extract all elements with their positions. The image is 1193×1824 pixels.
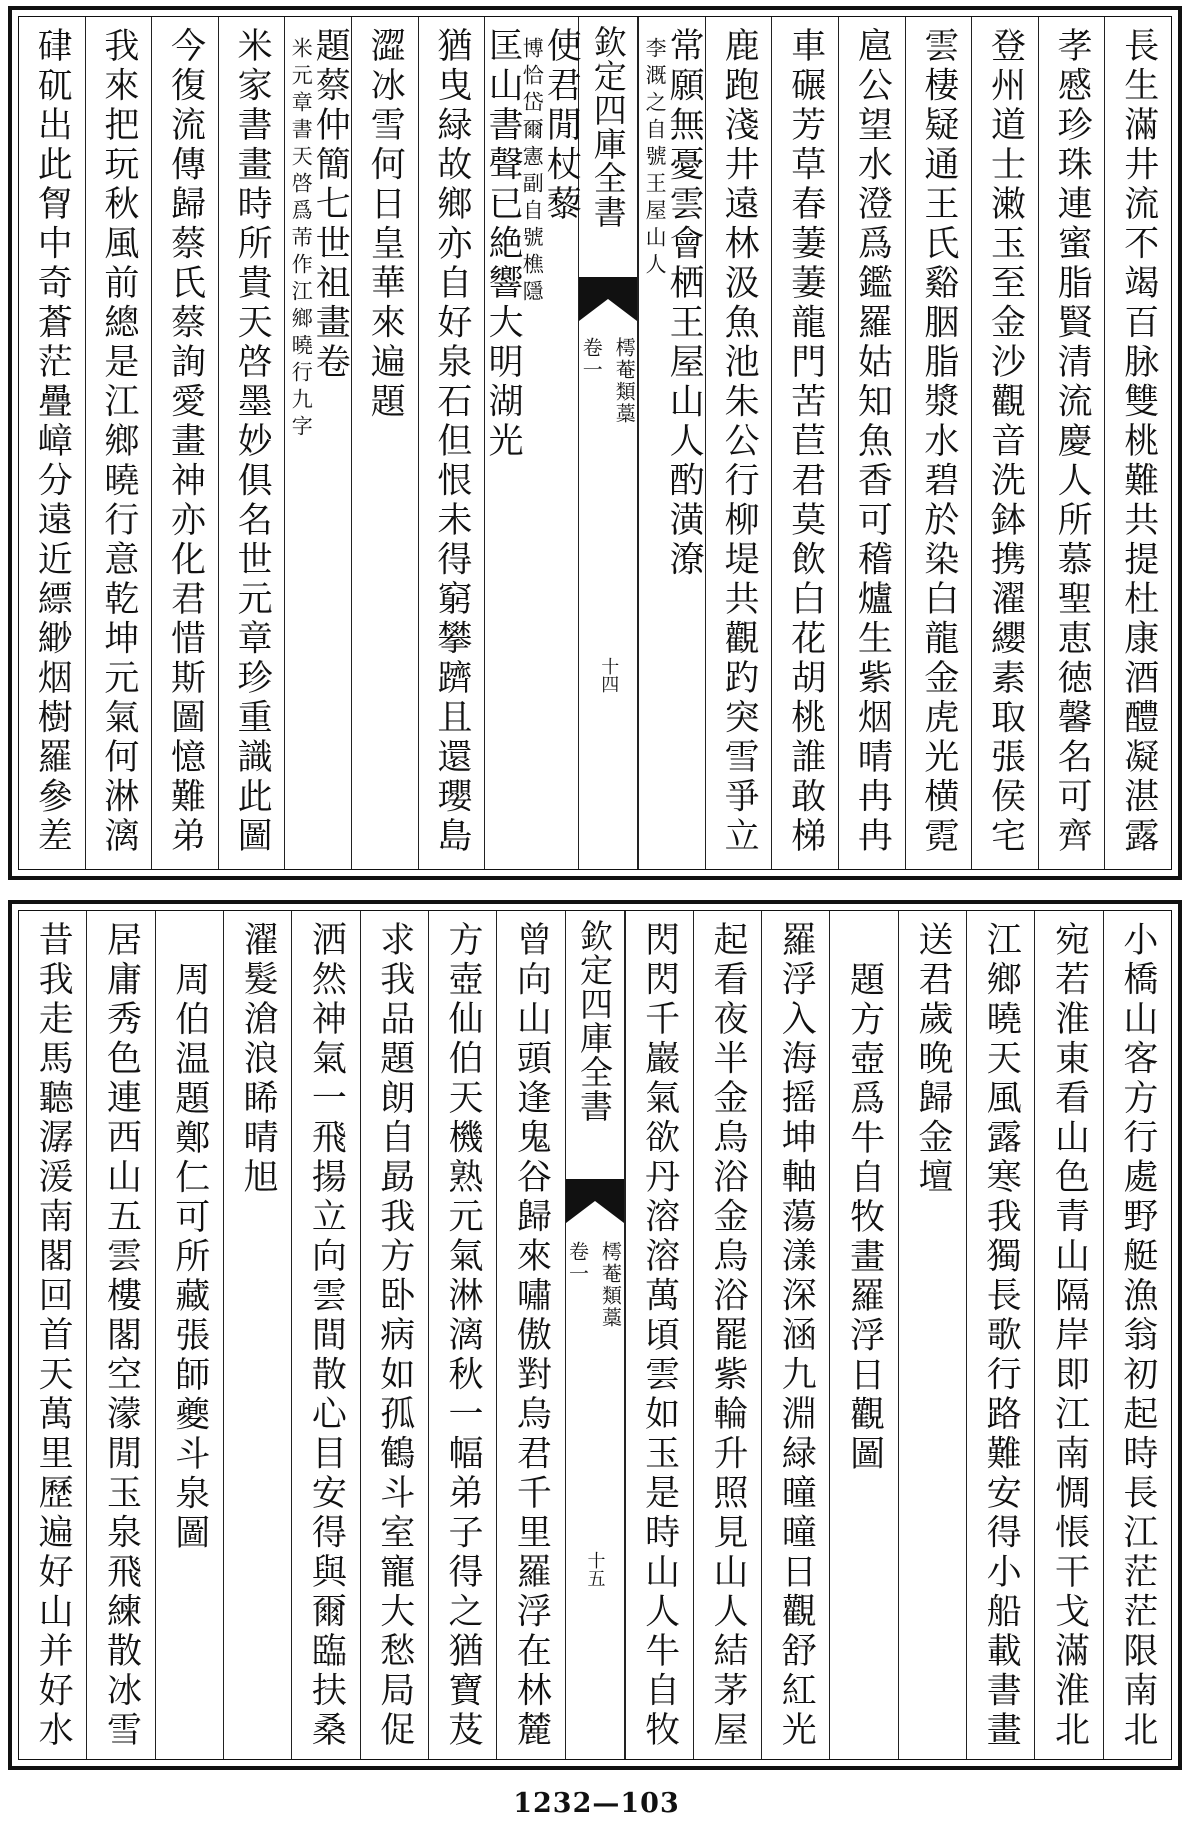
volume-label: 卷一 (579, 337, 604, 381)
page-frame (18, 910, 1172, 1760)
annotation-note: 博恰岱爾憲副自號樵隱 (520, 37, 545, 307)
collection-title: 樗菴類藁 (598, 1241, 623, 1329)
text-column: 小橋山客方行處野艇漁翁初起時長江茫茫限南北 (1103, 911, 1171, 1759)
text-column-with-note: 常願無憂雲會栖王屋山人酌潢潦 李溉之自號王屋山人 (638, 17, 705, 869)
text-column: 雲棲疑通王氏谿胭脂漿水碧於染白龍金虎光横霓 (905, 17, 972, 869)
text-column: 澀冰雪何日皇華來遍題 (351, 17, 418, 869)
volume-label: 卷一 (565, 1241, 590, 1285)
text-column: 猶曳緑故鄉亦自好泉石但恨未得窮攀躋且還瓔島 (418, 17, 485, 869)
text-column: 方壺仙伯天機熟元氣淋漓秋一幅弟子得之猶寶芨 (428, 911, 496, 1759)
page-number: 十五 (584, 1551, 606, 1587)
text-column: 硉矹出此胷中奇蒼茫疊嶂分遠近縹緲烟樹羅參差 (32, 27, 73, 857)
text-column: 求我品題朗自勗我方卧病如孤鶴斗室寵大愁局促 (360, 911, 428, 1759)
text-column: 送君歲晚歸金壇 (898, 911, 966, 1759)
text-column: 江鄉曉天風露寒我獨長歌行路難安得小船載書畫 (966, 911, 1034, 1759)
annotation-note: 米元章書天啓爲芾作江鄉曉行九字 (289, 37, 314, 442)
poem-title-column (829, 911, 897, 1759)
poem-title: 周伯温題鄭仁可所藏張師夔斗泉圖 (169, 961, 210, 1554)
text-column: 我來把玩秋風前總是江鄉曉行意乾坤元氣何淋漓 (85, 17, 152, 869)
footer-page-code: 1232—103 (513, 1788, 680, 1819)
text-column: 扈公望水澄爲鑑羅姑知魚香可稽爐生紫烟晴冉冉 (838, 17, 905, 869)
text-column: 曾向山頭逢鬼谷歸來嘯傲對烏君千里羅浮在林麓 (496, 911, 564, 1759)
text-column: 居庸秀色連西山五雲樓閣空濛閒玉泉飛練散冰雪 (86, 911, 154, 1759)
poem-title-column (284, 17, 351, 869)
text-column: 濯髮滄浪睎晴旭 (223, 911, 291, 1759)
text-column: 起看夜半金烏浴金烏浴罷紫輪升照見山人結茅屋 (693, 911, 761, 1759)
fish-tail-mark-icon (566, 1179, 624, 1223)
text-column: 登州道士潄玉至金沙觀音洗鉢携濯纓素取張侯宅 (971, 17, 1038, 869)
book-page-top (8, 6, 1182, 880)
text-column: 洒然神氣一飛揚立向雲間散心目安得與爾臨扶桑 (291, 911, 359, 1759)
book-page-bottom (8, 900, 1182, 1770)
book-title: 欽定四庫全書 (575, 919, 614, 1123)
center-fold-header (565, 911, 625, 1759)
text-column: 昔我走馬聽潺湲南閣回首天萬里歷遍好山并好水 (33, 921, 74, 1751)
poem-title: 題方壺爲牛自牧畫羅浮日觀圖 (844, 961, 885, 1475)
text-column: 鹿跑淺井遠林汲魚池朱公行柳堤共觀趵突雪爭立 (705, 17, 772, 869)
poem-title: 題蔡仲簡七世祖畫卷 (310, 27, 351, 383)
fish-tail-mark-icon (579, 277, 637, 321)
text-column: 長生滿井流不竭百脉雙桃難共提杜康酒醴凝湛露 (1104, 17, 1171, 869)
text-column: 今復流傳歸蔡氏蔡詢愛畫神亦化君惜斯圖憶難弟 (151, 17, 218, 869)
book-title: 欽定四庫全書 (588, 25, 628, 229)
text-column: 羅浮入海摇坤軸蕩漾深涵九淵緑曈曈日觀舒紅光 (761, 911, 829, 1759)
annotation-note: 李溉之自號王屋山人 (643, 37, 668, 280)
collection-title: 樗菴類藁 (612, 337, 637, 425)
page-frame (18, 16, 1172, 870)
text-column: 車碾芳草春萋萋龍門苦苣君莫飲白花胡桃誰敢梯 (771, 17, 838, 869)
text-column-with-note: 使君閒杖藜 博恰岱爾憲副自號樵隱 匡山書聲已絶響大明湖光 (484, 17, 578, 869)
collection-volume (564, 1241, 626, 1329)
page-number: 十四 (598, 657, 620, 693)
text-column: 米家書畫時所貴天啓墨妙俱名世元章珍重識此圖 (218, 17, 285, 869)
text-column: 閃閃千巖氣欲丹溶溶萬頃雲如玉是時山人牛自牧 (625, 911, 693, 1759)
collection-volume (577, 337, 639, 425)
poem-title-column (155, 911, 223, 1759)
center-fold-header (578, 17, 638, 869)
text-column: 孝慼珍珠連蜜脂賢清流慶人所慕聖恵徳馨名可齊 (1038, 17, 1105, 869)
text-column: 宛若淮東看山色青山隔岸即江南惆悵干戈滿淮北 (1034, 911, 1102, 1759)
